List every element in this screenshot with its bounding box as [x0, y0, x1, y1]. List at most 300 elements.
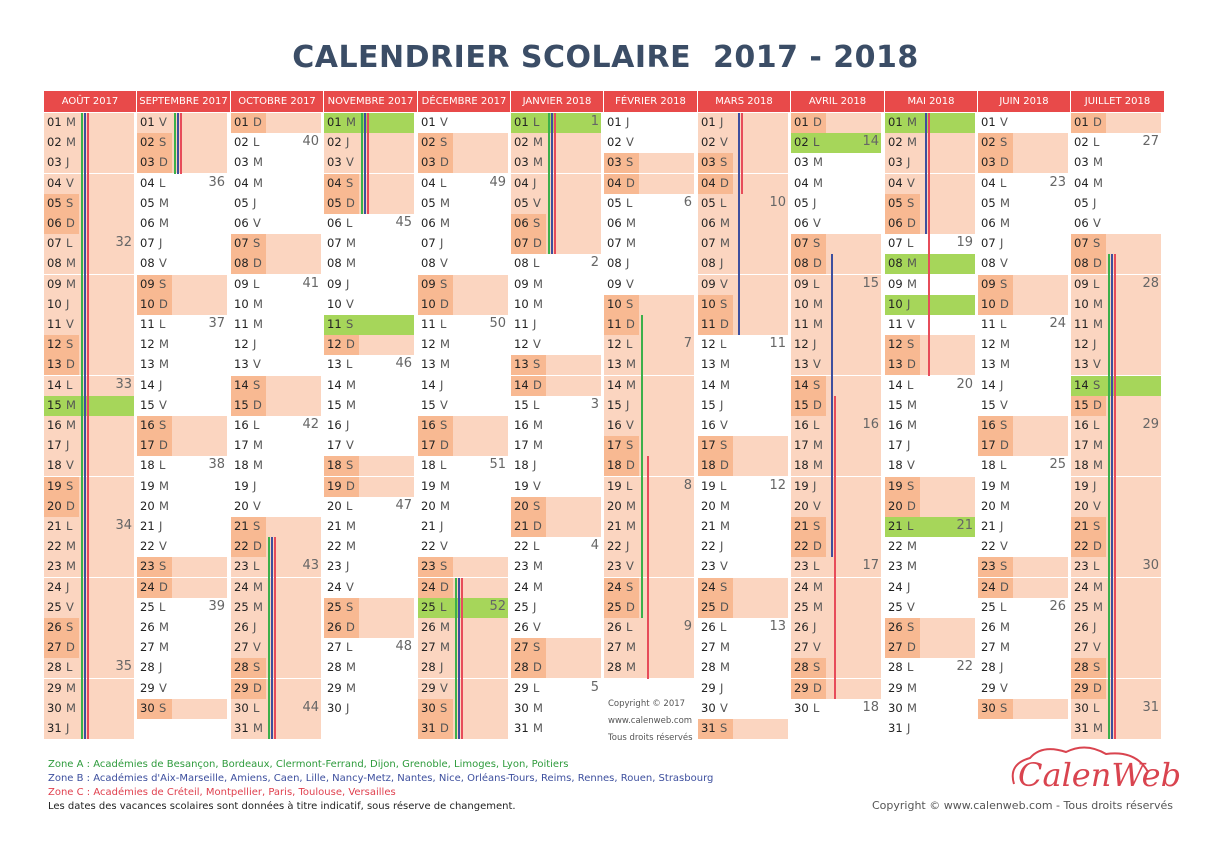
week-number: 44 [302, 699, 319, 715]
day-number: 13 [514, 357, 529, 372]
day-letter: D [159, 438, 168, 453]
week-number: 36 [208, 174, 225, 190]
day-cell [418, 699, 453, 719]
day-letter: M [253, 175, 263, 190]
month-header: AVRIL 2018 [791, 91, 885, 112]
day-cell [511, 598, 604, 618]
day-letter: M [66, 680, 76, 695]
day-cell [885, 275, 978, 295]
weekend-highlight [733, 578, 788, 598]
day-number: 05 [327, 195, 342, 210]
day-letter: L [440, 175, 447, 190]
day-number: 10 [421, 296, 436, 311]
day-letter: L [533, 115, 540, 129]
day-number: 22 [140, 539, 155, 554]
day-cell [418, 658, 511, 678]
day-letter: S [440, 559, 448, 574]
day-number: 20 [234, 498, 249, 513]
day-letter: D [907, 357, 916, 372]
day-cell [137, 638, 231, 658]
day-letter: J [907, 721, 911, 735]
day-letter: J [440, 660, 444, 675]
day-number: 06 [1074, 216, 1089, 230]
day-cell [137, 537, 231, 557]
day-number: 23 [140, 559, 155, 574]
day-letter: M [533, 579, 543, 594]
day-cell [511, 254, 604, 274]
day-number: 05 [47, 195, 62, 210]
day-number: 12 [888, 337, 903, 352]
day-letter: V [626, 135, 634, 150]
day-number: 26 [234, 620, 249, 634]
copyright-block [608, 696, 693, 747]
day-number: 19 [47, 478, 62, 493]
day-cell [511, 537, 604, 557]
day-letter: M [346, 680, 356, 695]
day-letter: S [533, 640, 541, 655]
day-letter: M [533, 296, 543, 311]
day-letter: M [1093, 155, 1103, 170]
day-letter: S [66, 195, 74, 210]
day-cell [791, 113, 826, 133]
week-number: 31 [1142, 699, 1159, 715]
day-letter: M [813, 599, 823, 614]
day-number: 04 [794, 175, 809, 190]
day-number: 24 [607, 579, 622, 594]
day-letter: J [253, 337, 257, 352]
day-cell [231, 335, 324, 355]
day-cell [324, 699, 418, 719]
day-letter: V [66, 599, 74, 614]
day-letter: J [1093, 337, 1097, 352]
day-cell [231, 578, 324, 598]
week-number: 33 [115, 376, 132, 392]
day-number: 16 [607, 418, 622, 432]
day-letter: M [907, 256, 917, 271]
day-cell [231, 598, 324, 618]
day-cell [791, 658, 826, 678]
day-letter: S [720, 438, 728, 453]
day-letter: M [813, 175, 823, 190]
day-cell [511, 497, 546, 517]
day-cell [511, 153, 604, 173]
day-number: 01 [47, 115, 62, 129]
day-number: 20 [701, 498, 716, 513]
day-number: 02 [1074, 135, 1089, 150]
day-letter: M [907, 539, 917, 554]
day-letter: S [440, 418, 448, 432]
day-number: 04 [327, 175, 342, 190]
day-letter: J [626, 256, 630, 271]
day-number: 18 [607, 458, 622, 473]
day-number: 09 [607, 276, 622, 291]
weekend-highlight [1013, 416, 1068, 436]
day-number: 26 [981, 620, 996, 634]
day-cell [418, 214, 511, 234]
day-letter: S [1093, 377, 1101, 392]
day-cell [978, 679, 1071, 699]
week-number: 45 [395, 215, 412, 230]
day-number: 25 [47, 599, 62, 614]
zone-b-holiday-bar [738, 113, 740, 335]
day-letter: D [66, 216, 75, 230]
week-number: 34 [115, 518, 132, 533]
day-number: 25 [327, 599, 342, 614]
day-number: 03 [421, 155, 436, 170]
day-letter: S [346, 458, 354, 473]
website-line: www.calenweb.com [608, 716, 693, 726]
day-number: 16 [234, 418, 249, 432]
day-letter: L [159, 599, 166, 614]
day-letter: J [720, 115, 724, 129]
day-letter: L [720, 337, 727, 352]
day-number: 21 [607, 519, 622, 533]
day-letter: M [159, 620, 169, 634]
day-cell [324, 396, 418, 416]
day-cell [1071, 699, 1165, 719]
day-number: 05 [607, 195, 622, 210]
day-letter: D [440, 579, 449, 594]
day-number: 15 [607, 397, 622, 412]
day-cell [324, 194, 359, 214]
day-cell [137, 254, 231, 274]
day-cell [324, 315, 359, 335]
day-number: 21 [47, 519, 62, 533]
day-number: 20 [140, 498, 155, 513]
day-letter: M [907, 276, 917, 291]
day-letter: M [440, 357, 450, 372]
day-cell [791, 416, 885, 436]
day-cell [44, 456, 137, 476]
day-number: 30 [888, 700, 903, 715]
day-letter: J [440, 377, 444, 392]
day-number: 02 [607, 135, 622, 150]
day-letter: L [626, 620, 633, 634]
day-cell [44, 699, 137, 719]
day-cell [324, 658, 418, 678]
day-letter: S [720, 155, 728, 170]
day-letter: V [720, 135, 728, 150]
day-letter: L [253, 276, 260, 291]
weekend-highlight [1106, 234, 1161, 254]
day-number: 23 [421, 559, 436, 574]
day-number: 29 [234, 680, 249, 695]
day-number: 29 [888, 680, 903, 695]
day-number: 08 [1074, 256, 1089, 271]
day-letter: J [440, 519, 444, 533]
day-number: 15 [421, 397, 436, 412]
week-number: 32 [115, 235, 132, 251]
day-cell [698, 254, 791, 274]
day-cell [698, 376, 791, 396]
day-letter: V [907, 599, 915, 614]
day-cell [231, 376, 266, 396]
weekend-highlight [733, 436, 788, 456]
day-number: 07 [888, 236, 903, 251]
day-number: 28 [888, 660, 903, 675]
day-cell [978, 133, 1013, 153]
day-letter: S [66, 337, 74, 352]
day-number: 16 [794, 418, 809, 432]
day-letter: J [159, 236, 163, 251]
day-number: 09 [514, 276, 529, 291]
day-cell [511, 658, 546, 678]
day-cell [791, 456, 885, 476]
day-letter: J [159, 377, 163, 392]
weekend-highlight [733, 456, 788, 476]
day-number: 13 [421, 357, 436, 372]
day-number: 30 [234, 700, 249, 715]
day-cell [604, 456, 639, 476]
day-cell [791, 638, 885, 658]
day-cell [1071, 396, 1106, 416]
day-number: 03 [514, 155, 529, 170]
day-cell [698, 396, 791, 416]
day-cell [791, 174, 885, 194]
day-cell [604, 113, 698, 133]
day-number: 30 [514, 700, 529, 715]
day-letter: M [626, 357, 636, 372]
day-cell [885, 477, 920, 497]
weekend-highlight [266, 396, 321, 416]
day-letter: M [533, 438, 543, 453]
day-cell [511, 436, 604, 456]
day-cell [1071, 254, 1106, 274]
day-cell [44, 295, 137, 315]
day-letter: V [813, 498, 821, 513]
day-number: 07 [421, 236, 436, 251]
week-number: 20 [956, 376, 973, 392]
zone-b-holiday-bar [551, 113, 553, 254]
day-number: 26 [140, 620, 155, 634]
day-letter: V [253, 216, 261, 230]
day-number: 27 [888, 640, 903, 655]
day-cell [978, 456, 1071, 476]
day-cell [137, 315, 231, 335]
day-cell [604, 658, 698, 678]
week-number: 35 [115, 659, 132, 675]
day-letter: D [813, 539, 822, 554]
weekend-highlight [359, 477, 414, 497]
day-number: 15 [701, 397, 716, 412]
day-number: 15 [1074, 397, 1089, 412]
day-number: 11 [701, 317, 716, 331]
day-cell [791, 295, 885, 315]
day-letter: L [66, 236, 73, 251]
day-number: 08 [607, 256, 622, 271]
day-cell [137, 699, 172, 719]
day-cell [978, 557, 1013, 577]
week-number: 40 [302, 134, 319, 150]
day-number: 22 [514, 539, 529, 554]
day-number: 10 [981, 296, 996, 311]
day-cell [978, 376, 1071, 396]
day-number: 08 [234, 256, 249, 271]
day-number: 07 [1074, 236, 1089, 251]
day-letter: V [813, 640, 821, 655]
day-cell [137, 618, 231, 638]
day-number: 19 [234, 478, 249, 493]
day-letter: V [813, 357, 821, 372]
day-letter: L [253, 418, 260, 432]
day-cell [324, 113, 418, 133]
day-cell [44, 315, 137, 335]
day-letter: D [440, 438, 449, 453]
day-number: 07 [794, 236, 809, 251]
day-letter: J [907, 579, 911, 594]
day-cell [978, 477, 1071, 497]
day-number: 24 [701, 579, 716, 594]
day-cell [137, 477, 231, 497]
day-number: 24 [1074, 579, 1089, 594]
day-cell [885, 295, 978, 315]
day-letter: M [626, 377, 636, 392]
day-number: 14 [607, 377, 622, 392]
day-number: 02 [981, 135, 996, 150]
day-letter: D [1093, 115, 1102, 129]
day-letter: S [159, 700, 167, 715]
day-letter: D [346, 478, 355, 493]
day-letter: L [1093, 276, 1100, 291]
day-letter: S [813, 519, 821, 533]
day-number: 02 [888, 135, 903, 150]
day-letter: J [1093, 478, 1097, 493]
day-number: 21 [981, 519, 996, 533]
day-letter: M [626, 640, 636, 655]
day-cell [885, 557, 978, 577]
day-cell [791, 679, 826, 699]
day-cell [1071, 295, 1165, 315]
day-number: 27 [794, 640, 809, 655]
day-letter: V [1000, 115, 1008, 129]
day-number: 04 [140, 175, 155, 190]
day-letter: L [66, 377, 73, 392]
day-cell [137, 416, 172, 436]
day-cell [137, 376, 231, 396]
day-letter: D [253, 539, 262, 554]
day-number: 28 [1074, 660, 1089, 675]
day-cell [231, 315, 324, 335]
month-header: JUILLET 2018 [1071, 91, 1165, 112]
day-number: 23 [327, 559, 342, 574]
day-letter: J [346, 559, 350, 574]
day-letter: M [533, 721, 543, 735]
day-letter: M [813, 438, 823, 453]
day-letter: D [813, 680, 822, 695]
day-cell [324, 598, 359, 618]
day-number: 10 [794, 296, 809, 311]
day-letter: M [253, 579, 263, 594]
day-cell [418, 456, 511, 476]
day-number: 05 [421, 195, 436, 210]
day-number: 20 [981, 498, 996, 513]
day-letter: V [66, 317, 74, 331]
day-letter: M [66, 276, 76, 291]
day-cell [604, 557, 698, 577]
day-letter: J [440, 236, 444, 251]
day-letter: V [440, 680, 448, 695]
day-cell [1071, 658, 1106, 678]
weekend-highlight [266, 376, 321, 396]
day-letter: M [533, 155, 543, 170]
day-letter: D [159, 155, 168, 170]
day-number: 05 [888, 195, 903, 210]
day-cell [44, 214, 79, 234]
day-cell [511, 214, 546, 234]
day-cell [791, 396, 826, 416]
day-letter: J [1000, 377, 1004, 392]
day-cell [1071, 113, 1106, 133]
day-letter: V [346, 296, 354, 311]
day-cell [1071, 578, 1165, 598]
day-number: 13 [607, 357, 622, 372]
day-number: 08 [888, 256, 903, 271]
day-letter: M [720, 216, 730, 230]
day-number: 24 [234, 579, 249, 594]
day-cell [511, 396, 604, 416]
day-letter: L [813, 559, 820, 574]
day-cell [698, 416, 791, 436]
day-letter: M [533, 418, 543, 432]
day-number: 03 [981, 155, 996, 170]
day-cell [44, 578, 137, 598]
day-number: 29 [140, 680, 155, 695]
day-number: 17 [981, 438, 996, 453]
day-number: 22 [701, 539, 716, 554]
day-cell [44, 517, 137, 537]
day-cell [231, 497, 324, 517]
day-letter: M [720, 519, 730, 533]
day-cell [44, 133, 137, 153]
day-number: 27 [1074, 640, 1089, 655]
day-number: 05 [981, 195, 996, 210]
day-letter: M [533, 135, 543, 150]
day-letter: J [346, 276, 350, 291]
day-number: 21 [514, 519, 529, 533]
day-cell [978, 618, 1071, 638]
day-cell [1071, 153, 1165, 173]
day-number: 29 [514, 680, 529, 695]
day-number: 29 [47, 680, 62, 695]
day-number: 07 [607, 236, 622, 251]
day-letter: S [1093, 660, 1101, 675]
day-letter: D [440, 155, 449, 170]
day-number: 16 [327, 418, 342, 432]
day-letter: J [66, 296, 70, 311]
weekend-highlight [359, 335, 414, 355]
day-letter: S [907, 620, 915, 634]
day-cell [44, 335, 79, 355]
day-number: 05 [234, 195, 249, 210]
day-number: 19 [514, 478, 529, 493]
day-letter: M [159, 357, 169, 372]
day-number: 28 [701, 660, 716, 675]
day-letter: J [813, 195, 817, 210]
day-cell [698, 234, 791, 254]
day-number: 23 [1074, 559, 1089, 574]
footer-copyright: Copyright © www.calenweb.com - Tous droits réservés [872, 799, 1173, 812]
weekend-highlight [639, 436, 694, 456]
day-letter: M [346, 377, 356, 392]
weekend-highlight [826, 234, 881, 254]
week-number: 39 [208, 598, 225, 614]
weekend-highlight [453, 416, 508, 436]
day-number: 09 [47, 276, 62, 291]
day-letter: M [346, 397, 356, 412]
day-letter: V [159, 539, 167, 554]
day-cell [698, 497, 791, 517]
day-letter: V [533, 195, 541, 210]
